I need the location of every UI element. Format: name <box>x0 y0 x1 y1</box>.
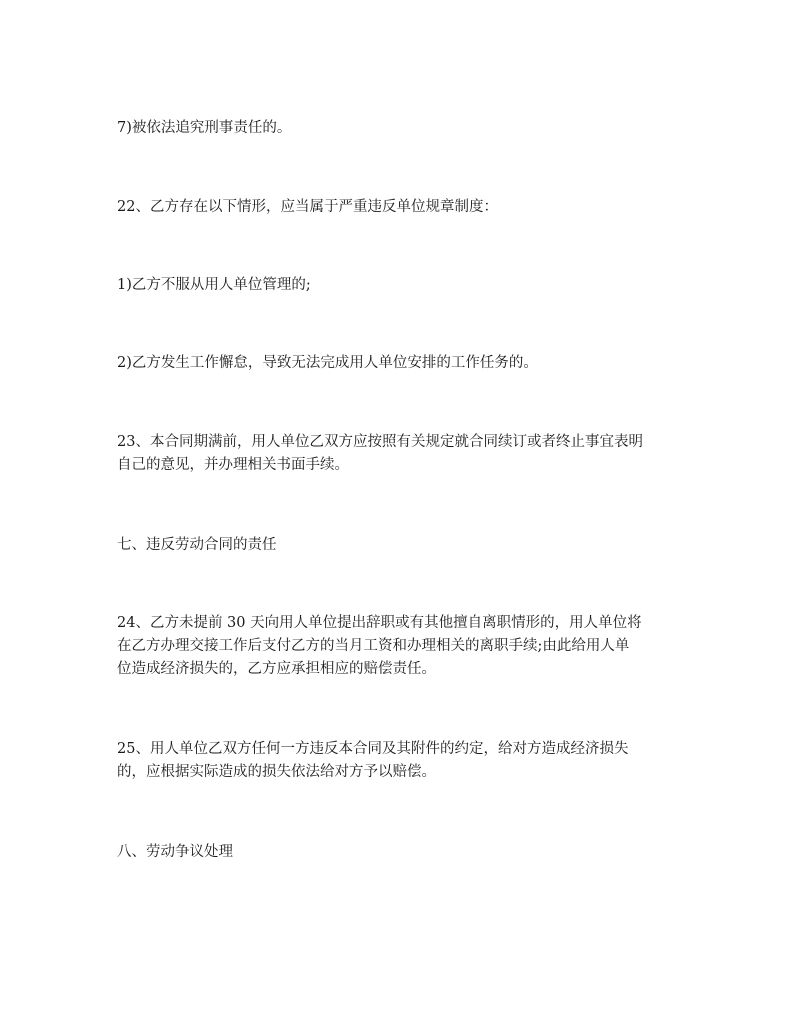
text-line: 在乙方办理交接工作后支付乙方的当月工资和办理相关的离职手续;由此给用人单 <box>117 638 630 654</box>
text-line: 7)被依法追究刑事责任的。 <box>117 120 292 136</box>
text-line: 自己的意见，并办理相关书面手续。 <box>117 457 349 473</box>
paragraph-item-2 <box>117 352 687 375</box>
paragraph-clause-24 <box>117 612 687 681</box>
text-line: 25、用人单位乙双方任何一方违反本合同及其附件的约定，给对方造成经济损失 <box>117 741 629 757</box>
paragraph-item-1 <box>117 274 687 297</box>
text-line: 八、劳动争议处理 <box>117 844 233 860</box>
section-heading-8 <box>117 841 687 864</box>
paragraph-item-7 <box>117 117 687 140</box>
text-line: 22、乙方存在以下情形，应当属于严重违反单位规章制度： <box>117 199 498 215</box>
text-line: 位造成经济损失的，乙方应承担相应的赔偿责任。 <box>117 661 436 677</box>
text-line: 23、本合同期满前，用人单位乙双方应按照有关规定就合同续订或者终止事宜表明 <box>117 434 643 450</box>
text-line: 1)乙方不服从用人单位管理的; <box>117 277 311 293</box>
section-heading-7 <box>117 534 687 557</box>
paragraph-clause-25 <box>117 738 687 784</box>
text-line: 的，应根据实际造成的损失依法给对方予以赔偿。 <box>117 764 436 780</box>
text-line: 2)乙方发生工作懈怠，导致无法完成用人单位安排的工作任务的。 <box>117 355 538 371</box>
text-line: 24、乙方未提前 30 天向用人单位提出辞职或有其他擅自离职情形的，用人单位将 <box>117 615 642 631</box>
text-line: 七、违反劳动合同的责任 <box>117 537 277 553</box>
paragraph-clause-23 <box>117 431 687 477</box>
paragraph-clause-22 <box>117 196 687 219</box>
